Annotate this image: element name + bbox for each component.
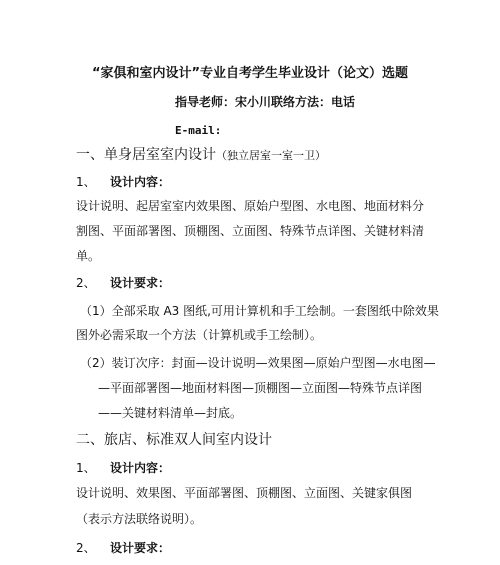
section2-sub2-number: 2、: [76, 541, 96, 555]
section2-heading: 二、旅店、标准双人间室内设计: [76, 432, 272, 448]
section1-content-line: 设计说明、起居室室内效果图、原始户型图、水电图、地面材料分: [76, 199, 425, 213]
section1-req2-line: ——关键材料清单—封底。: [98, 406, 243, 420]
document-title: “家俱和室内设计”专业自考学生毕业设计（论文）选题: [91, 66, 409, 81]
section1-req1-line: （1）全部采取 A3 图纸,可用计算机和手工绘制。一套图纸中除效果: [80, 304, 439, 318]
section1-content-line: 割图、平面部署图、顶棚图、立面图、特殊节点详图、关键材料清: [76, 224, 425, 238]
section2-content-line: 设计说明、效果图、平面部署图、顶棚图、立面图、关键家俱图: [76, 486, 413, 500]
section2-sub2-label: 设计要求：: [110, 541, 171, 555]
section1-heading-note: （独立居室一室一卫）: [216, 149, 326, 162]
section1-req2-line: （2）装订次序：封面—设计说明—效果图—原始户型图—水电图—: [80, 356, 436, 370]
section1-req2-line: —平面部署图—地面材料图—顶棚图—立面图—特殊节点详图: [98, 381, 423, 395]
section2-sub1-number: 1、: [76, 461, 96, 475]
section2-sub1-label: 设计内容：: [110, 461, 171, 475]
advisor-line: 指导老师：宋小川联络方法：电话: [175, 95, 356, 109]
section1-heading-text: 一、单身居室室内设计: [76, 147, 216, 163]
section2-content-line: （表示方法联络说明）。: [76, 512, 203, 526]
email-label: E-mail:: [175, 124, 222, 137]
section1-sub2-number: 2、: [76, 276, 96, 290]
section1-req1-line: 图外必需采取一个方法（计算机或手工绘制）。: [76, 328, 323, 342]
section1-sub1-number: 1、: [76, 175, 96, 189]
section1-sub2-label: 设计要求：: [110, 276, 171, 290]
section1-heading: [76, 146, 326, 165]
section1-sub1-label: 设计内容：: [110, 175, 171, 189]
section1-content-line: 单。: [76, 249, 101, 263]
